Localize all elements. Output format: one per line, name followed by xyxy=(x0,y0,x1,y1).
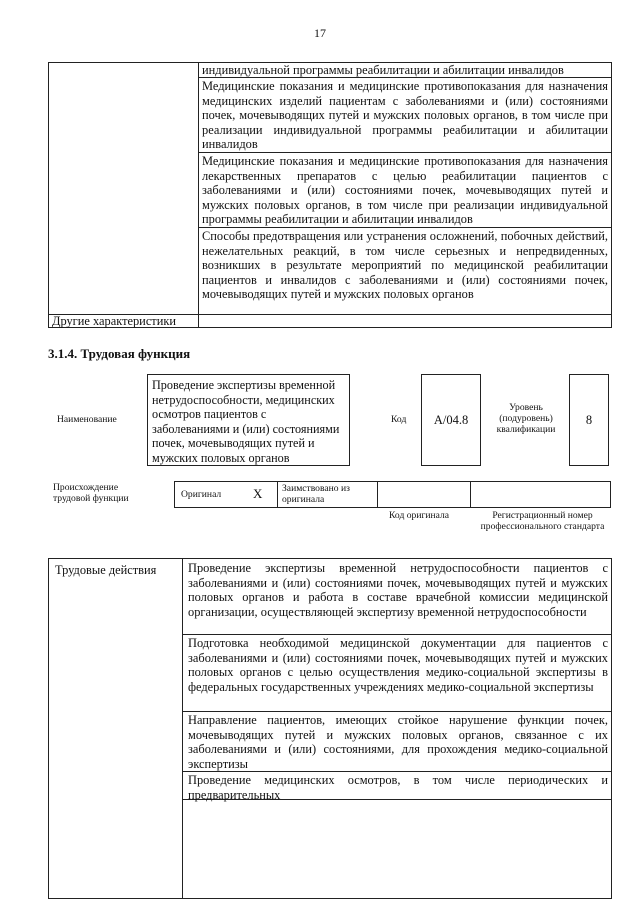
origin-label: Происхождение трудовой функции xyxy=(53,482,129,504)
table-row: Медицинские показания и медицинские противопоказания для назначения медицинских изделий пациентам с заболеваниями и (или) состояниями почек, мочевыводящих путей и мужских половых органов, в том числе при реализации индивидуальной программы реабилитации и абилитации инвалидов xyxy=(202,79,608,152)
table-row: Проведение медицинских осмотров, в том числе периодических и предварительных xyxy=(188,773,608,802)
original-label: Оригинал xyxy=(181,489,222,500)
qualification-level-label: Уровень (подуровень) квалификации xyxy=(496,402,556,435)
registration-number-caption: Регистрационный номер профессионального стандарта xyxy=(480,510,605,532)
row-divider xyxy=(198,152,611,153)
labor-actions-label: Трудовые действия xyxy=(55,563,157,577)
function-code: А/04.8 xyxy=(433,412,469,427)
page-number: 17 xyxy=(314,26,326,40)
labor-actions-table xyxy=(48,558,612,899)
borrowed-label: Заимствовано из оригинала xyxy=(282,483,350,505)
column-divider xyxy=(277,482,278,507)
original-mark: X xyxy=(253,486,263,501)
section-title: 3.1.4. Трудовая функция xyxy=(48,346,191,361)
table-row: Подготовка необходимой медицинской документации для пациентов с заболеваниями и (или) состояниями почек, мочевыводящих путей и мужских половых органов с целью осуществления медико-социальной экспертизы в федеральных государственных учреждениях медико-социальной экспертизы xyxy=(188,636,608,694)
knowledge-table xyxy=(48,62,612,328)
other-characteristics-label: Другие характеристики xyxy=(52,314,177,328)
qualification-level: 8 xyxy=(585,412,593,427)
origin-row xyxy=(174,481,611,508)
qualification-level-box xyxy=(569,374,609,466)
table-row: индивидуальной программы реабилитации и абилитации инвалидов xyxy=(202,63,564,77)
function-name-box: Проведение экспертизы временной нетрудоспособности, медицинских осмотров пациентов с заболеваниями и (или) состояниями почек, мочевыводящих путей и мужских половых органов xyxy=(147,374,350,466)
row-divider xyxy=(198,227,611,228)
column-divider xyxy=(182,559,183,898)
table-row: Способы предотвращения или устранения осложнений, побочных действий, нежелательных реакций, в том числе серьезных и непредвиденных, возникших в результате мероприятий по медицинской реабилитации пациентов и инвалидов с заболеваниями и (или) состояниями почек, мочевыводящих путей и мужских половых органов xyxy=(202,229,608,302)
column-divider xyxy=(377,482,378,507)
column-divider xyxy=(470,482,471,507)
table-row: Медицинские показания и медицинские противопоказания для назначения лекарственных препаратов с целью реабилитации пациентов с заболеваниями и (или) состояниями почек, мочевыводящих путей и мужских половых органов, в том числе при реализации индивидуальной программы реабилитации и абилитации инвалидов xyxy=(202,154,608,227)
table-row: Направление пациентов, имеющих стойкое нарушение функции почек, мочевыводящих путей и мужских половых органов, связанное с их заболеваниями и (или) состояниями, для прохождения медико-социальной экспертизы xyxy=(188,713,608,771)
code-label: Код xyxy=(391,414,407,425)
original-code-caption: Код оригинала xyxy=(389,510,450,521)
name-label: Наименование xyxy=(57,414,117,425)
row-divider xyxy=(182,711,611,712)
function-code-box xyxy=(421,374,481,466)
row-divider xyxy=(182,634,611,635)
column-divider xyxy=(198,63,199,327)
table-row: Проведение экспертизы временной нетрудоспособности пациентов с заболеваниями и (или) состояниями почек, мочевыводящих путей и мужских половых органов и работа в составе врачебной комиссии медицинской организации, осуществляющей экспертизу временной нетрудоспособности xyxy=(188,561,608,619)
